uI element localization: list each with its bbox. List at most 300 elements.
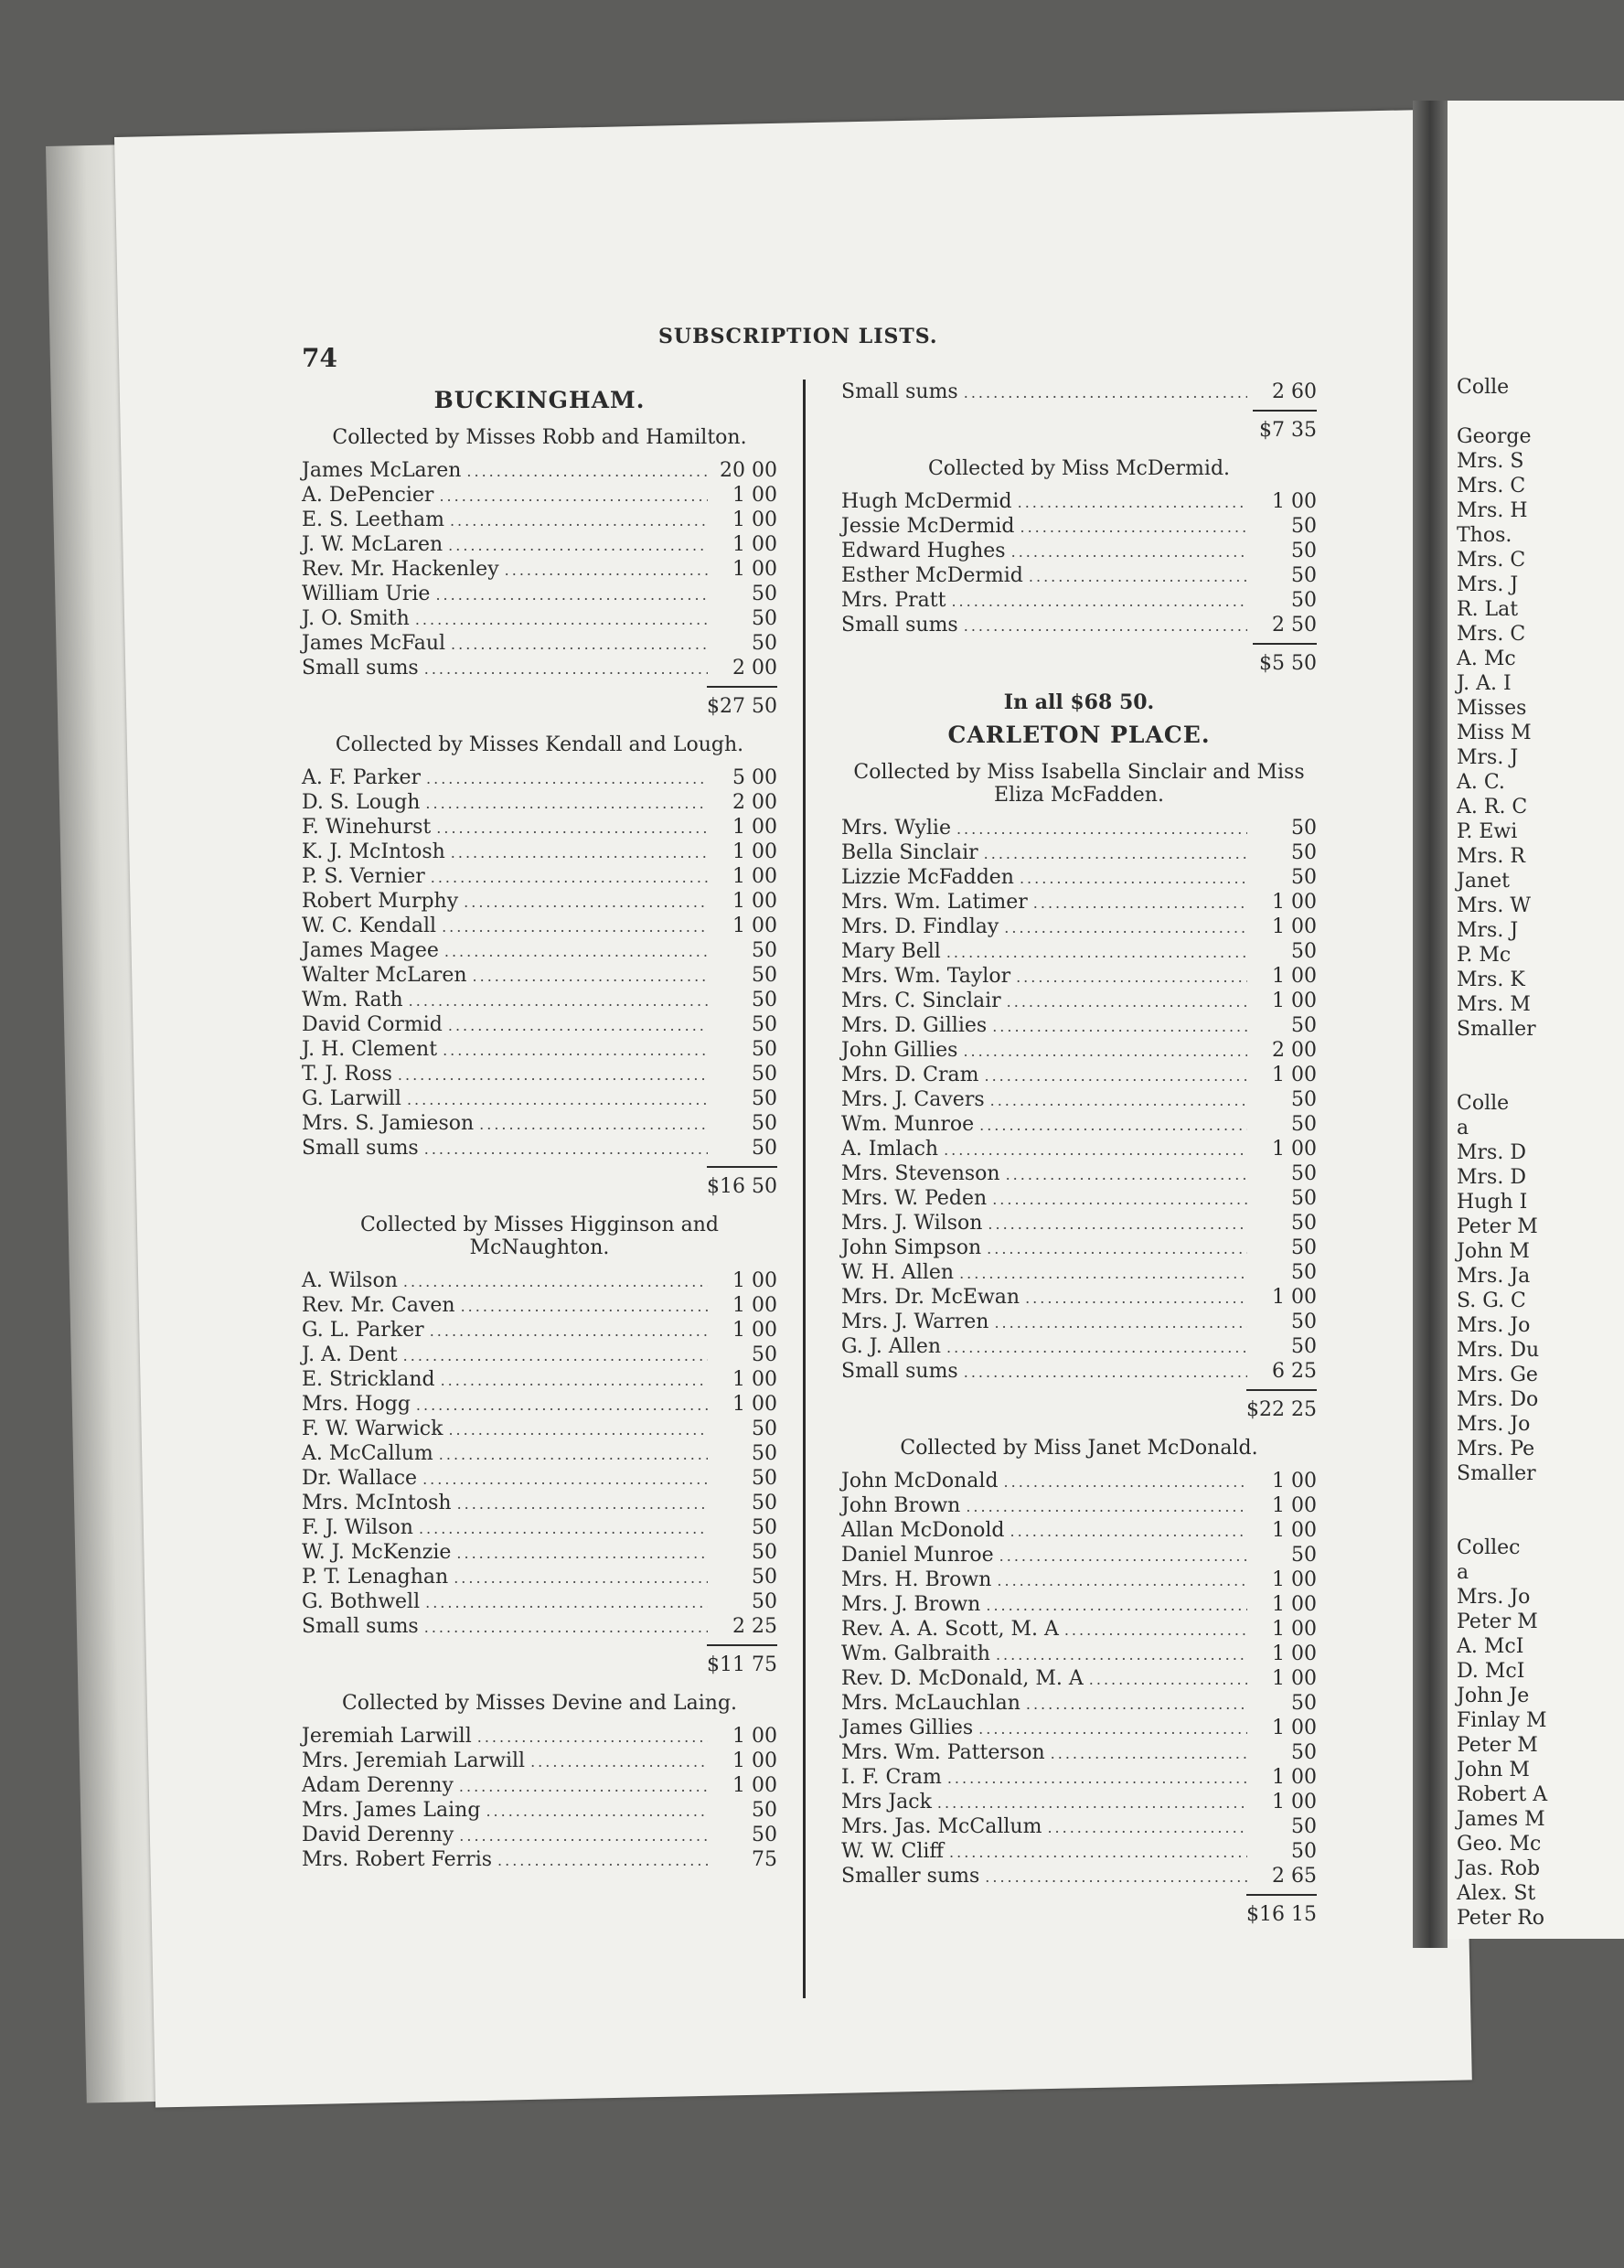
list-item (841, 1567, 1317, 1592)
leader-dots (1006, 1162, 1247, 1187)
subscriber-name: G. J. Allen (841, 1335, 942, 1358)
subscription-amount: 1 00 (1272, 1519, 1317, 1542)
list-item (841, 1493, 1317, 1518)
carryover-rows (841, 380, 1317, 404)
subscriber-name: J. H. Clement (302, 1038, 438, 1061)
list-item (302, 1268, 777, 1293)
list-item (841, 563, 1317, 588)
subscriber-name: Mrs. D. Findlay (841, 915, 999, 938)
leader-dots (1020, 515, 1247, 540)
subscriber-name: Small sums (841, 1360, 958, 1383)
leader-dots (1051, 1741, 1247, 1766)
subscriber-name: T. J. Ross (302, 1063, 392, 1086)
leader-dots (1016, 965, 1247, 990)
subscription-amount: 50 (1291, 1311, 1317, 1333)
subscriber-name: David Derenny (302, 1824, 454, 1846)
subscriber-name: Lizzie McFadden (841, 866, 1014, 889)
leader-dots (439, 484, 708, 508)
mcdermid-total: $5 50 (841, 643, 1317, 678)
subscription-amount: 1 00 (732, 890, 777, 913)
list-item (841, 1334, 1317, 1359)
mcdonald-total: $16 15 (841, 1894, 1317, 1929)
list-item (841, 613, 1317, 637)
subscriber-name: Mrs. Jas. McCallum (841, 1815, 1042, 1838)
leader-dots (398, 1063, 708, 1087)
list-item (302, 815, 777, 840)
list-item (841, 1063, 1317, 1087)
list-item (302, 1111, 777, 1136)
subscription-amount: 1 00 (1272, 1642, 1317, 1665)
leader-dots (1025, 1286, 1247, 1311)
subscription-amount: 2 65 (1272, 1865, 1317, 1888)
collector-heading-mcdermid: Collected by Miss McDermid. (927, 457, 1231, 480)
facing-page-line: a (1457, 1117, 1469, 1139)
leader-dots (990, 1088, 1247, 1113)
subscriber-name: Mrs. J. Warren (841, 1311, 989, 1333)
subscription-amount: 50 (752, 1799, 777, 1822)
subscriber-name: Mrs. Wm. Patterson (841, 1741, 1045, 1764)
leader-dots (985, 1865, 1247, 1889)
leader-dots (951, 589, 1247, 614)
subscription-amount: 50 (1291, 1815, 1317, 1838)
subscriber-name: W. C. Kendall (302, 915, 437, 937)
page-number: 74 (302, 343, 337, 373)
subscription-amount: 1 00 (732, 840, 777, 863)
leader-dots (459, 1824, 708, 1848)
leader-dots (1033, 891, 1247, 915)
subscriber-name: F. Winehurst (302, 816, 432, 839)
subscription-amount: 1 00 (732, 1725, 777, 1748)
subscription-amount: 50 (1291, 515, 1317, 538)
subscriber-name: Small sums (841, 614, 958, 637)
facing-page-line: Colle (1457, 1092, 1510, 1115)
facing-page-line: Mrs. Pe (1457, 1438, 1535, 1460)
subscriber-name: Small sums (841, 380, 958, 403)
subscriber-name: Mrs. Wylie (841, 817, 951, 840)
subscription-amount: 50 (1291, 564, 1317, 587)
facing-page-line: John M (1457, 1759, 1530, 1781)
subscription-amount: 2 00 (732, 791, 777, 814)
list-item (841, 1469, 1317, 1493)
list-item (841, 1666, 1317, 1691)
subscription-amount: 50 (752, 939, 777, 962)
facing-page-line: Miss M (1457, 722, 1532, 744)
list-item (841, 1161, 1317, 1186)
subscriber-name: E. S. Leetham (302, 508, 444, 531)
subscriber-name: Mrs Jack (841, 1791, 932, 1813)
leader-dots (1011, 540, 1247, 564)
leader-dots (443, 1038, 708, 1063)
subscription-amount: 50 (752, 1442, 777, 1465)
list-item (841, 1260, 1317, 1285)
leader-dots (937, 1791, 1247, 1815)
list-item (302, 1367, 777, 1392)
subscriber-name: John Simpson (841, 1236, 982, 1259)
subscriber-name: James Gillies (841, 1717, 974, 1739)
leader-dots (1018, 490, 1247, 515)
leader-dots (459, 1774, 708, 1799)
facing-page-line: Peter M (1457, 1734, 1538, 1757)
leader-dots (1029, 564, 1247, 589)
facing-page-line: Finlay M (1457, 1709, 1547, 1732)
subscription-amount: 1 00 (1272, 1138, 1317, 1161)
leader-dots (466, 459, 708, 484)
list-item (302, 1749, 777, 1773)
subscription-amount: 50 (752, 1112, 777, 1135)
list-total: $16 50 (302, 1166, 777, 1201)
subscription-amount: 50 (752, 1590, 777, 1613)
subscription-amount: 5 00 (732, 766, 777, 789)
subscription-amount: 50 (1291, 540, 1317, 562)
subscription-amount: 1 00 (732, 484, 777, 507)
leader-dots (424, 657, 708, 681)
list-item (302, 1441, 777, 1466)
town-heading-carleton-place: CARLETON PLACE. (947, 722, 1211, 748)
subscriber-name: David Cormid (302, 1013, 443, 1036)
list-item (841, 1716, 1317, 1740)
leader-dots (1047, 1815, 1247, 1840)
subscriber-name: Mrs. Wm. Taylor (841, 965, 1011, 988)
running-head: SUBSCRIPTION LISTS. (658, 325, 938, 348)
subscription-amount: 1 00 (1272, 1494, 1317, 1517)
subscriber-name: Mrs. D. Gillies (841, 1014, 988, 1037)
leader-dots (436, 816, 708, 840)
leader-dots (996, 1642, 1247, 1667)
list-item (841, 1765, 1317, 1790)
subscriber-name: Bella Sinclair (841, 841, 978, 864)
subscription-amount: 50 (1291, 817, 1317, 840)
list-item (841, 1112, 1317, 1137)
collector-heading: Collected by Misses Higginson and McNaughton. (359, 1214, 720, 1259)
list-item (302, 606, 777, 631)
leader-dots (994, 1311, 1247, 1335)
subscriber-name: Mrs. Robert Ferris (302, 1848, 493, 1871)
leader-dots (964, 380, 1247, 405)
list-item (302, 1515, 777, 1540)
carryover-total: $7 35 (841, 410, 1317, 444)
leader-dots (963, 1039, 1247, 1064)
leader-dots (442, 915, 708, 939)
list-item (302, 1037, 777, 1062)
list-item (841, 1236, 1317, 1260)
leader-dots (946, 940, 1247, 965)
leader-dots (956, 817, 1247, 841)
leader-dots (992, 1014, 1247, 1039)
subscription-amount: 50 (1291, 1236, 1317, 1259)
subscription-amount: 50 (1291, 841, 1317, 864)
list-item (841, 1740, 1317, 1765)
subscriber-name: Mrs. D. Cram (841, 1064, 979, 1086)
facing-page-line (1457, 1486, 1547, 1511)
facing-page-line: John M (1457, 1240, 1530, 1263)
facing-page-line: A. R. C (1457, 796, 1528, 818)
list-item (841, 1592, 1317, 1617)
list-item (302, 1565, 777, 1589)
leader-dots (964, 1360, 1247, 1385)
facing-page-line: Smaller (1457, 1462, 1536, 1485)
subscriber-name: Mrs. Pratt (841, 589, 946, 612)
subscription-amount: 1 00 (732, 1368, 777, 1391)
subscription-amount: 50 (1291, 1692, 1317, 1715)
leader-dots (1064, 1618, 1247, 1642)
facing-page-line: D. McI (1457, 1660, 1525, 1683)
list-item (841, 1518, 1317, 1543)
list-item (841, 915, 1317, 939)
subscription-amount: 50 (752, 1467, 777, 1490)
subscriber-name: Small sums (302, 1137, 419, 1160)
leader-dots (1026, 1692, 1247, 1717)
facing-page-line: Mrs. J (1457, 919, 1519, 942)
subscription-amount: 2 25 (732, 1615, 777, 1638)
list-item (841, 1839, 1317, 1864)
subscriber-name: Wm. Munroe (841, 1113, 975, 1136)
subscriber-name: G. Larwill (302, 1087, 401, 1110)
facing-page-line: Thos. (1457, 524, 1512, 547)
subscription-amount: 1 00 (1272, 1064, 1317, 1086)
subscription-amount: 2 00 (1272, 1039, 1317, 1062)
subscription-amount: 50 (752, 1492, 777, 1514)
list-item (302, 631, 777, 656)
subscriber-name: Adam Derenny (302, 1774, 454, 1797)
subscription-amount: 50 (1291, 1187, 1317, 1210)
column-divider (803, 380, 806, 1998)
leader-dots (999, 1544, 1247, 1568)
subscriber-name: Mrs. McLauchlan (841, 1692, 1020, 1715)
leader-dots (1010, 1519, 1247, 1544)
list-item (302, 532, 777, 557)
subscription-amount: 1 00 (1272, 891, 1317, 914)
list-item (302, 508, 777, 532)
facing-page-line: Mrs. J (1457, 746, 1519, 769)
subscription-amount: 50 (1291, 589, 1317, 612)
list-item (302, 483, 777, 508)
subscriber-name: F. J. Wilson (302, 1516, 413, 1539)
subscriber-name: Dr. Wallace (302, 1467, 418, 1490)
list-item (302, 1724, 777, 1749)
facing-page-line (1457, 1066, 1547, 1091)
list-item (302, 1086, 777, 1111)
facing-page-line: Smaller (1457, 1018, 1536, 1041)
facing-page-line: Peter M (1457, 1610, 1538, 1633)
leader-dots (407, 1087, 708, 1112)
subscription-amount: 50 (752, 1038, 777, 1061)
leader-dots (497, 1848, 708, 1873)
subscription-amount: 1 00 (732, 816, 777, 839)
list-item (302, 938, 777, 963)
leader-dots (430, 1319, 708, 1343)
facing-page-line: A. C. (1457, 771, 1505, 794)
list-item (841, 588, 1317, 613)
list-item (841, 1617, 1317, 1642)
subscription-amount: 1 00 (1272, 1286, 1317, 1309)
subscriber-name: A. Imlach (841, 1138, 939, 1161)
list-item (841, 514, 1317, 539)
subscriber-name: Wm. Galbraith (841, 1642, 990, 1665)
facing-page-line: John Je (1457, 1685, 1530, 1707)
subscription-amount: 50 (752, 1087, 777, 1110)
subscriber-name: W. H. Allen (841, 1261, 955, 1284)
subscriber-name: Jessie McDermid (841, 515, 1015, 538)
leader-dots (441, 1368, 708, 1393)
subscriber-name: Allan McDonold (841, 1519, 1005, 1542)
subscriber-name: Mrs. McIntosh (302, 1492, 452, 1514)
subscriber-name: I. F. Cram (841, 1766, 942, 1789)
list-item (841, 890, 1317, 915)
list-item (302, 1136, 777, 1161)
town-heading-buckingham: BUCKINGHAM. (433, 387, 646, 413)
collector-heading: Collected by Misses Kendall and Lough. (335, 733, 744, 756)
list-item (841, 380, 1317, 404)
subscription-amount: 50 (752, 583, 777, 605)
list-item (841, 1310, 1317, 1334)
leader-dots (1004, 1470, 1247, 1494)
list-item (302, 458, 777, 483)
subscription-amount: 1 00 (1272, 915, 1317, 938)
subscription-amount: 50 (1291, 1212, 1317, 1235)
subscriber-name: J. O. Smith (302, 607, 410, 630)
list-item (841, 939, 1317, 964)
leader-dots (979, 1113, 1247, 1138)
leader-dots (964, 614, 1247, 638)
left-column (302, 380, 777, 1872)
facing-page-line: Jas. Rob (1457, 1857, 1541, 1880)
leader-dots (477, 1725, 708, 1749)
list-item (841, 489, 1317, 514)
leader-dots (426, 766, 708, 791)
subscription-list (302, 458, 777, 680)
leader-dots (461, 1294, 708, 1319)
leader-dots (419, 1516, 708, 1541)
subscription-amount: 1 00 (732, 865, 777, 888)
leader-dots (959, 1261, 1247, 1286)
leader-dots (479, 1112, 708, 1137)
list-item (841, 816, 1317, 840)
facing-page-text (1457, 375, 1547, 1931)
list-item (841, 1137, 1317, 1161)
subscription-amount: 50 (1291, 1741, 1317, 1764)
subscriber-name: Mrs. H. Brown (841, 1568, 992, 1591)
list-item (841, 1211, 1317, 1236)
leader-dots (987, 1236, 1247, 1261)
list-item (302, 1012, 777, 1037)
facing-page-line: Mrs. Do (1457, 1388, 1539, 1411)
subscription-amount: 1 00 (1272, 1568, 1317, 1591)
leader-dots (415, 607, 708, 632)
leader-dots (409, 989, 708, 1013)
list-item (302, 582, 777, 606)
leader-dots (473, 964, 708, 989)
subscriber-name: Mrs. S. Jamieson (302, 1112, 475, 1135)
facing-page-line: P. Ewi (1457, 820, 1518, 843)
subscriber-name: William Urie (302, 583, 431, 605)
subscriber-name: Mrs. Jeremiah Larwill (302, 1749, 526, 1772)
subscriber-name: D. S. Lough (302, 791, 421, 814)
leader-dots (425, 1590, 708, 1615)
list-item (841, 1814, 1317, 1839)
subscriber-name: Daniel Munroe (841, 1544, 994, 1567)
subscription-list (302, 1268, 777, 1639)
subscriber-name: Mrs. James Laing (302, 1799, 481, 1822)
subscriber-name: P. S. Vernier (302, 865, 425, 888)
subscription-amount: 50 (752, 1566, 777, 1589)
facing-page-line: Mrs. Jo (1457, 1413, 1531, 1436)
subscriber-name: A. F. Parker (302, 766, 422, 789)
facing-page-line: Peter Ro (1457, 1907, 1545, 1930)
list-item (302, 1062, 777, 1086)
leader-dots (997, 1568, 1247, 1593)
facing-page-line (1457, 1511, 1547, 1535)
subscription-amount: 50 (1291, 1840, 1317, 1863)
subscriber-name: Mary Bell (841, 940, 941, 963)
list-item (302, 889, 777, 914)
subscriber-name: A. Wilson (302, 1269, 398, 1292)
leader-dots (1089, 1667, 1247, 1692)
facing-page-line: A. McI (1457, 1635, 1524, 1658)
subscription-amount: 50 (1291, 1335, 1317, 1358)
subscriber-name: Mrs. J. Wilson (841, 1212, 983, 1235)
facing-page-line: Collec (1457, 1536, 1521, 1559)
subscription-list (302, 1724, 777, 1872)
subscriber-name: A. McCallum (302, 1442, 433, 1465)
facing-page-line: James M (1457, 1808, 1545, 1831)
list-item (841, 539, 1317, 563)
list-item (302, 1847, 777, 1872)
facing-page-line: Mrs. M (1457, 993, 1531, 1016)
collector-heading-mcdonald: Collected by Miss Janet McDonald. (900, 1437, 1258, 1460)
subscriber-name: Esther McDermid (841, 564, 1023, 587)
list-item (302, 1466, 777, 1491)
list-item (302, 914, 777, 938)
facing-page-line: Peter M (1457, 1215, 1538, 1238)
subscription-amount: 50 (752, 1824, 777, 1846)
facing-page-line: Mrs. H (1457, 499, 1528, 522)
leader-dots (424, 1137, 708, 1161)
facing-page-line: Mrs. C (1457, 623, 1526, 646)
leader-dots (450, 508, 708, 533)
leader-dots (986, 1593, 1247, 1618)
facing-page-line: Geo. Mc (1457, 1833, 1542, 1856)
list-item (841, 1864, 1317, 1888)
subscription-amount: 50 (1291, 1088, 1317, 1111)
facing-page-line: George (1457, 425, 1532, 448)
list-item (302, 1293, 777, 1318)
subscriber-name: John Gillies (841, 1039, 958, 1062)
subscriber-name: Mrs. Wm. Latimer (841, 891, 1028, 914)
list-item (841, 1642, 1317, 1666)
subscription-amount: 1 00 (732, 1749, 777, 1772)
leader-dots (457, 1492, 708, 1516)
subscription-amount: 1 00 (732, 1393, 777, 1416)
subscriber-name: Hugh McDermid (841, 490, 1012, 513)
subscription-amount: 1 00 (1272, 490, 1317, 513)
leader-dots (403, 1343, 708, 1368)
leader-dots (505, 558, 708, 583)
facing-page-line: Mrs. Du (1457, 1339, 1540, 1362)
collector-heading-sinclair: Collected by Miss Isabella Sinclair and Miss Eliza McFadden. (853, 761, 1305, 807)
subscription-amount: 75 (752, 1848, 777, 1871)
page-content (302, 316, 1353, 2053)
subscription-amount: 50 (752, 1063, 777, 1086)
subscriber-name: Smaller sums (841, 1865, 980, 1888)
subscription-amount: 1 00 (1272, 1717, 1317, 1739)
list-item (302, 1392, 777, 1417)
list-item (841, 1359, 1317, 1384)
list-item (302, 1540, 777, 1565)
subscription-amount: 50 (1291, 1261, 1317, 1284)
sinclair-list (841, 816, 1317, 1384)
collector-heading: Collected by Misses Devine and Laing. (341, 1692, 738, 1715)
subscription-amount: 50 (1291, 866, 1317, 889)
